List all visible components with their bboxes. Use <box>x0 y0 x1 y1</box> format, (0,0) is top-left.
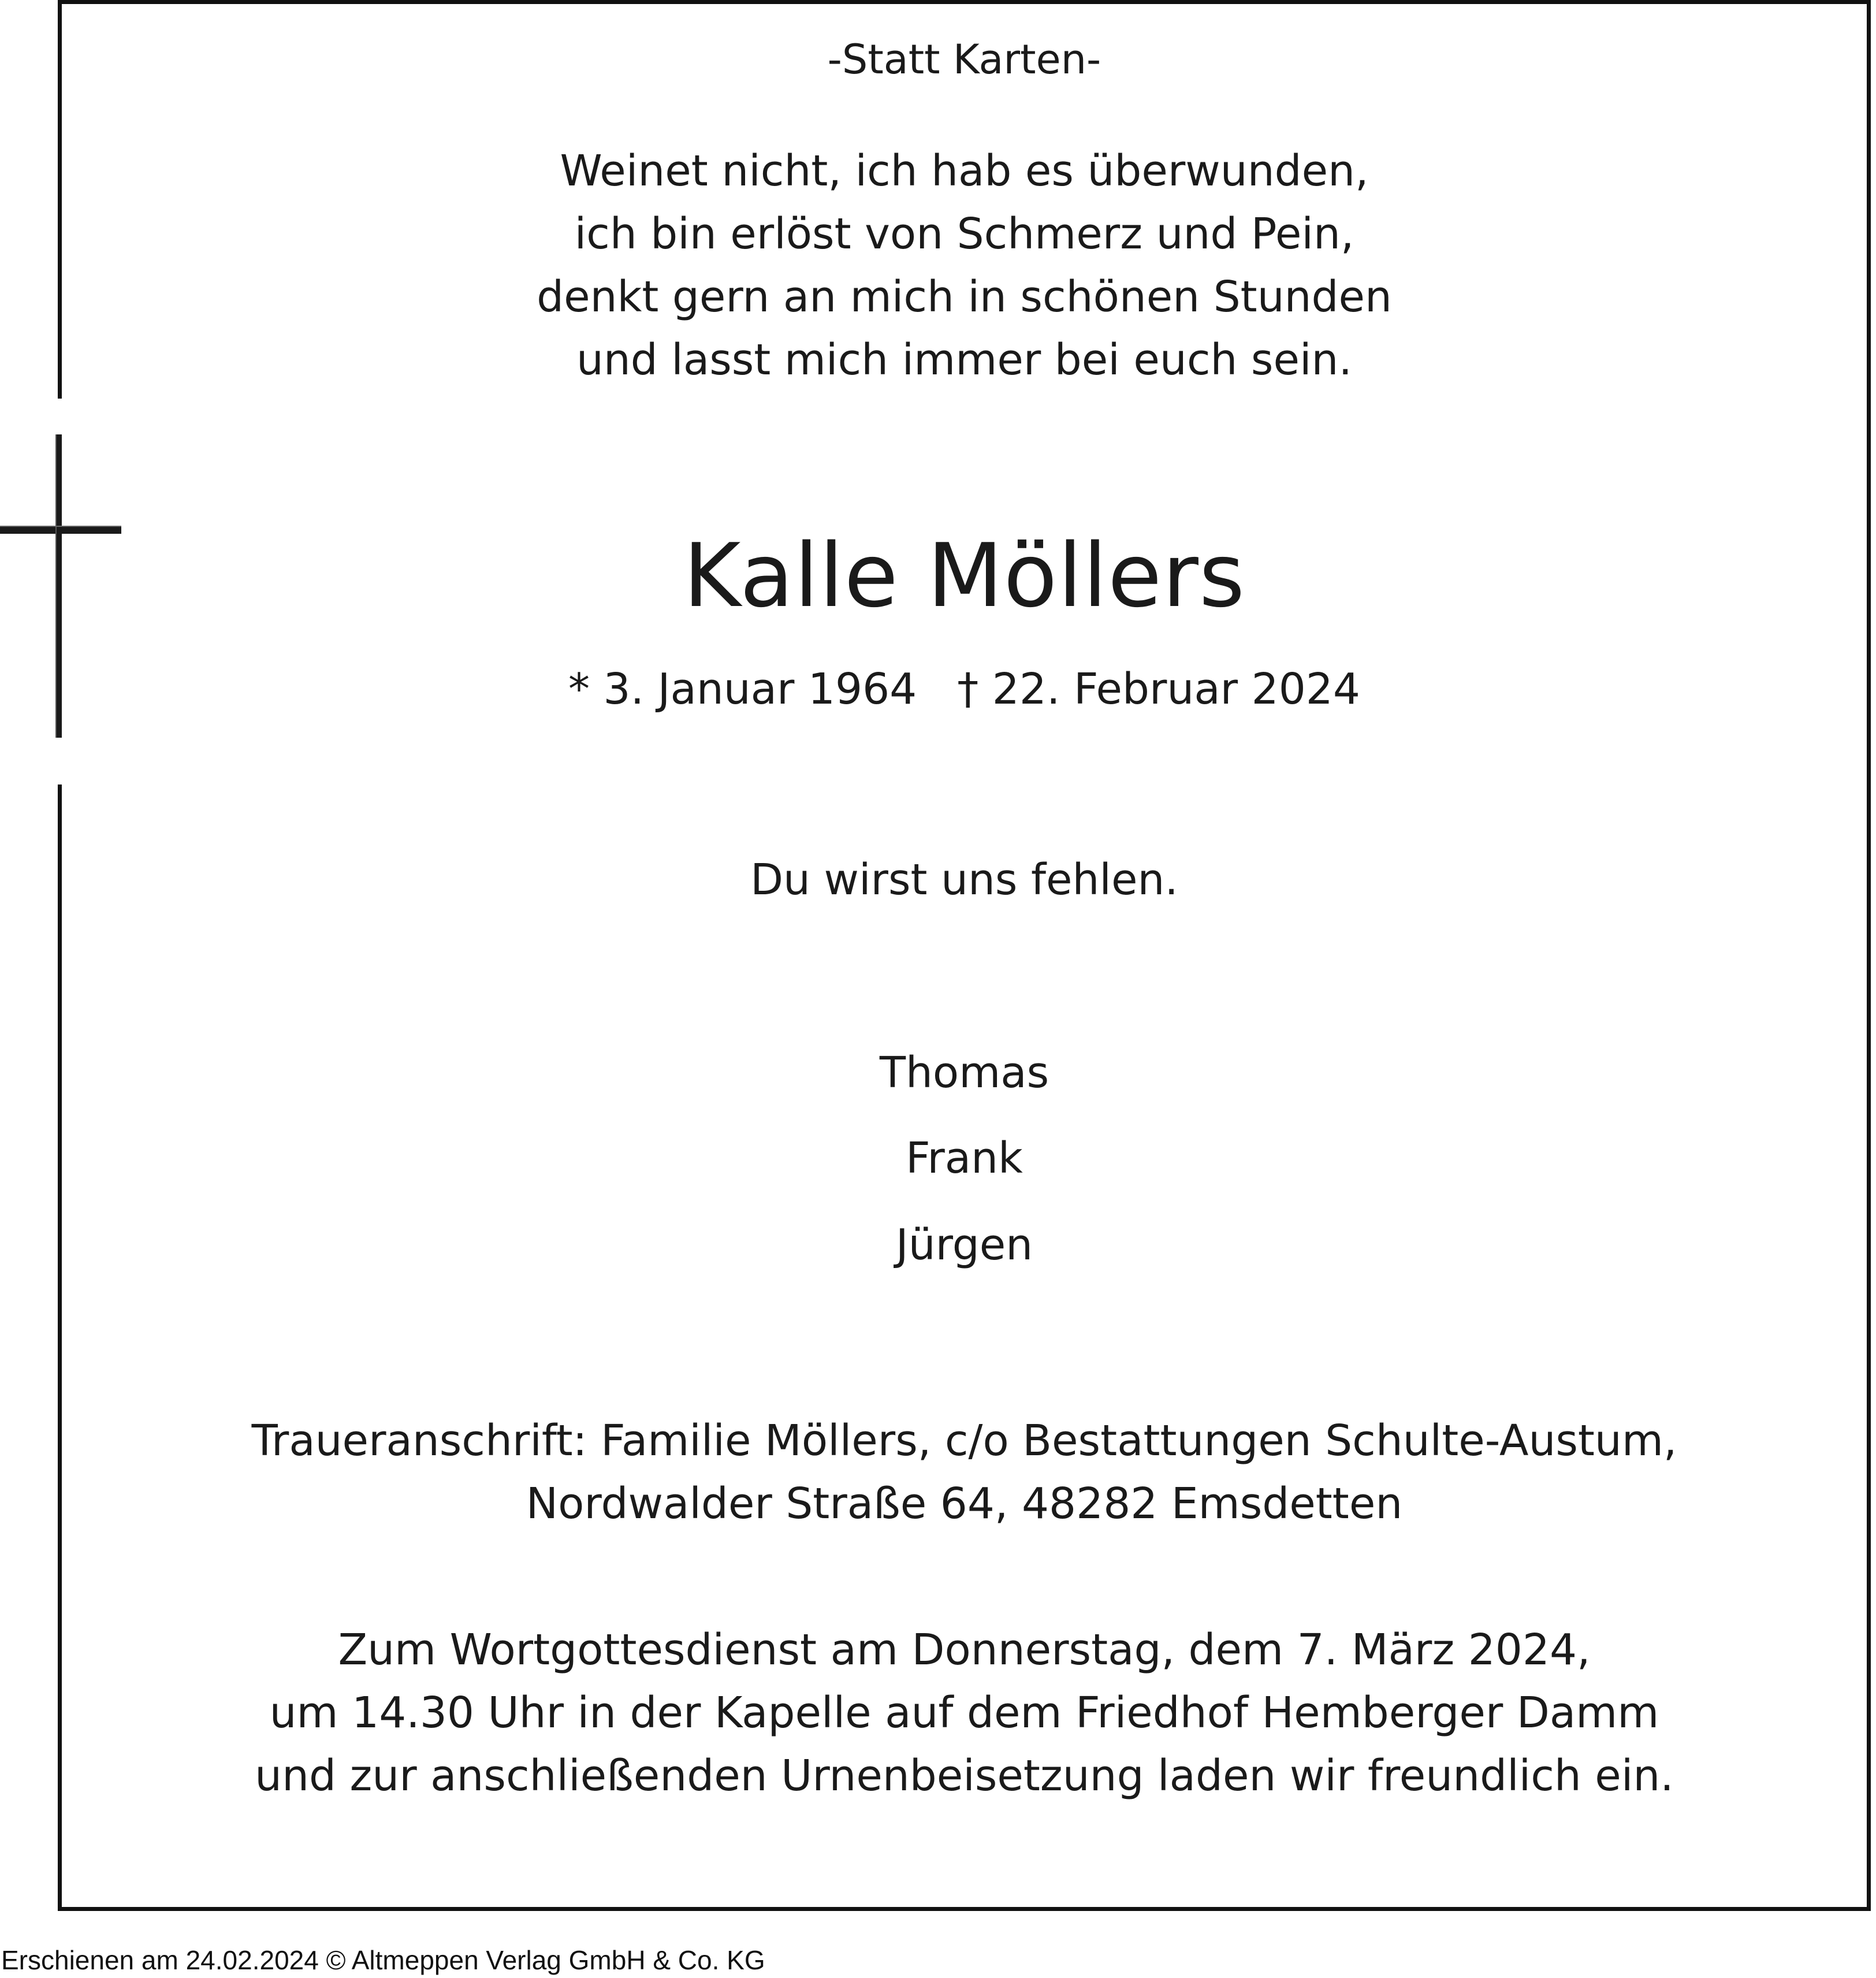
mourner-name: Thomas <box>879 1048 1049 1098</box>
service-line: und zur anschließenden Urnenbeisetzung laden wir freundlich ein. <box>255 1751 1674 1801</box>
service-line: Zum Wortgottesdienst am Donnerstag, dem 7. März 2024, <box>338 1625 1591 1675</box>
life-dates <box>62 664 1867 714</box>
deceased-name: Kalle Möllers <box>683 525 1246 627</box>
publication-footer: Erschienen am 24.02.2024 © Altmeppen Verlag GmbH & Co. KG <box>1 1945 765 1975</box>
frame-bottom-border <box>58 1907 1871 1911</box>
farewell-line: Du wirst uns fehlen. <box>750 855 1178 905</box>
mourner-name: Jürgen <box>895 1220 1033 1270</box>
poem <box>62 140 1867 392</box>
frame-right-border <box>1867 0 1871 1911</box>
frame-left-border-upper <box>58 0 62 399</box>
mourner-name: Frank <box>906 1133 1023 1183</box>
service-info <box>62 1619 1867 1808</box>
frame-top-border <box>58 0 1870 4</box>
address-line: Nordwalder Straße 64, 48282 Emsdetten <box>526 1479 1403 1529</box>
address-line: Traueranschrift: Familie Möllers, c/o Bestattungen Schulte-Austum, <box>251 1416 1677 1466</box>
poem-line: Weinet nicht, ich hab es überwunden, <box>560 146 1369 196</box>
death-date: † 22. Februar 2024 <box>957 664 1360 714</box>
poem-line: und lasst mich immer bei euch sein. <box>576 335 1352 385</box>
frame-left-border-lower <box>58 784 62 1911</box>
birth-date: * 3. Januar 1964 <box>568 664 917 714</box>
mourning-address <box>62 1410 1867 1535</box>
service-line: um 14.30 Uhr in der Kapelle auf dem Friedhof Hemberger Damm <box>269 1688 1659 1738</box>
statt-karten-header: -Statt Karten- <box>827 36 1101 83</box>
poem-line: ich bin erlöst von Schmerz und Pein, <box>574 209 1354 259</box>
poem-line: denkt gern an mich in schönen Stunden <box>537 272 1392 322</box>
